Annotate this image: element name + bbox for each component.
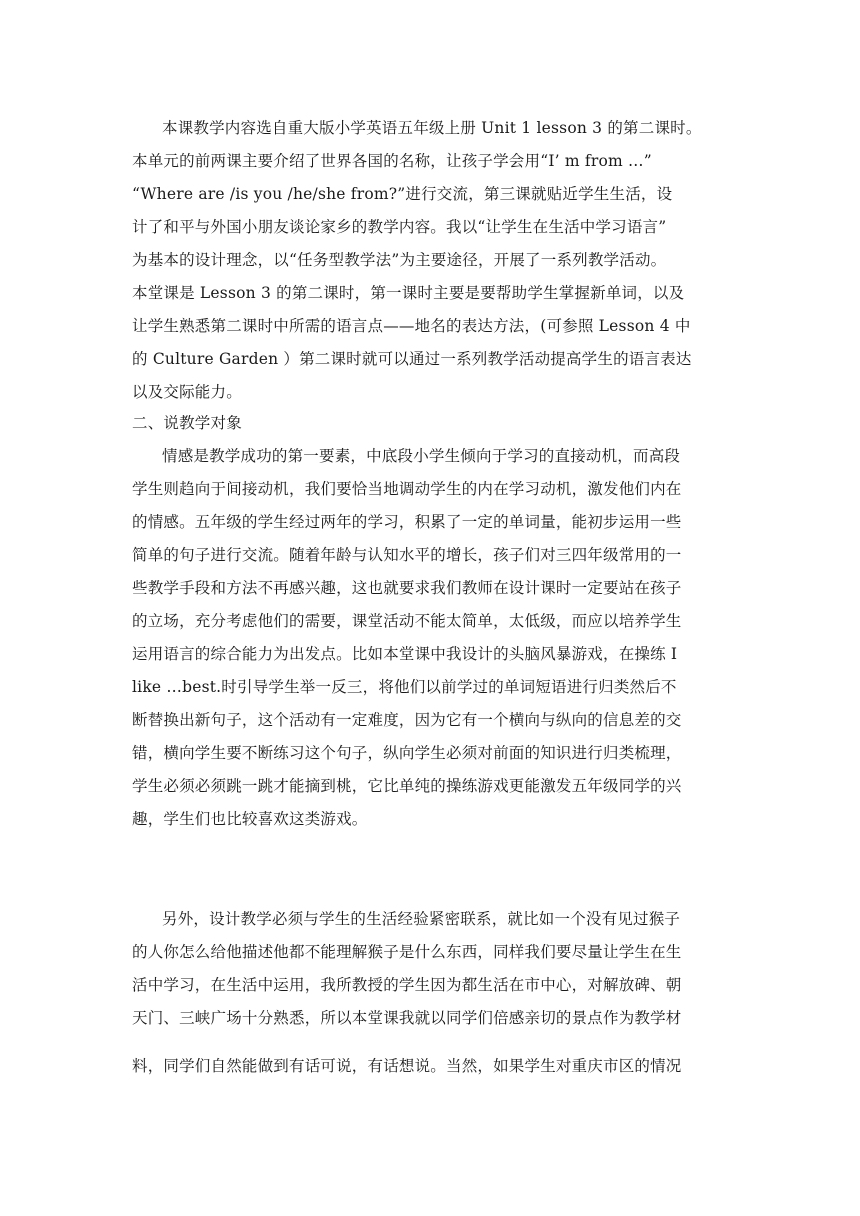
paragraph-1-line-1: 本课教学内容选自重大版小学英语五年级上册 Unit 1 lesson 3 的第二课时。 xyxy=(162,119,702,137)
paragraph-2-line-9: 断替换出新句子，这个活动有一定难度，因为它有一个横向与纵向的信息差的交 xyxy=(132,711,682,729)
section-heading: 二、说教学对象 xyxy=(132,414,242,432)
paragraph-2-line-11: 学生必须必须跳一跳才能摘到桃，它比单纯的操练游戏更能激发五年级同学的兴 xyxy=(132,777,682,795)
paragraph-2-line-8: like …best.时引导学生举一反三，将他们以前学过的单词短语进行归类然后不 xyxy=(132,678,677,696)
paragraph-2-line-2: 学生则趋向于间接动机，我们要恰当地调动学生的内在学习动机，激发他们内在 xyxy=(132,480,682,498)
paragraph-3-line-4: 天门、三峡广场十分熟悉，所以本堂课我就以同学们倍感亲切的景点作为教学材 xyxy=(132,1009,682,1027)
paragraph-3-line-2: 的人你怎么给他描述他都不能理解猴子是什么东西，同样我们要尽量让学生在生 xyxy=(132,943,682,961)
paragraph-2-line-5: 些教学手段和方法不再感兴趣，这也就要求我们教师在设计课时一定要站在孩子 xyxy=(132,579,682,597)
paragraph-2-line-4: 简单的句子进行交流。随着年龄与认知水平的增长，孩子们对三四年级常用的一 xyxy=(132,546,682,564)
paragraph-1-line-2: 本单元的前两课主要介绍了世界各国的名称，让孩子学会用“I’ m from …” xyxy=(132,152,652,170)
paragraph-2-line-6: 的立场，充分考虑他们的需要，课堂活动不能太简单，太低级，而应以培养学生 xyxy=(132,612,682,630)
paragraph-2-line-1: 情感是教学成功的第一要素，中底段小学生倾向于学习的直接动机，而高段 xyxy=(162,447,681,465)
paragraph-1-line-8: 的 Culture Garden ）第二课时就可以通过一系列教学活动提高学生的语言表达 xyxy=(132,350,692,368)
paragraph-1-line-5: 为基本的设计理念，以“任务型教学法”为主要途径，开展了一系列教学活动。 xyxy=(132,251,667,269)
paragraph-2-line-3: 的情感。五年级的学生经过两年的学习，积累了一定的单词量，能初步运用一些 xyxy=(132,513,682,531)
paragraph-2-line-7: 运用语言的综合能力为出发点。比如本堂课中我设计的头脑风暴游戏，在操练 I xyxy=(132,645,678,663)
paragraph-2-line-12: 趣，学生们也比较喜欢这类游戏。 xyxy=(132,810,368,828)
paragraph-1-line-6: 本堂课是 Lesson 3 的第二课时，第一课时主要是要帮助学生掌握新单词，以及 xyxy=(132,284,685,302)
paragraph-2-line-10: 错，横向学生要不断练习这个句子，纵向学生必须对前面的知识进行归类梳理， xyxy=(132,744,682,762)
paragraph-1-line-4: 计了和平与外国小朋友谈论家乡的教学内容。我以“让学生在生活中学习语言” xyxy=(132,218,667,236)
paragraph-1-line-7: 让学生熟悉第二课时中所需的语言点——地名的表达方法，(可参照 Lesson 4 中 xyxy=(132,317,691,335)
paragraph-1-line-9: 以及交际能力。 xyxy=(132,383,242,401)
paragraph-3-line-3: 活中学习，在生活中运用，我所教授的学生因为都生活在市中心，对解放碑、朝 xyxy=(132,976,682,994)
paragraph-3-line-5: 料，同学们自然能做到有话可说，有话想说。当然，如果学生对重庆市区的情况 xyxy=(132,1057,682,1075)
paragraph-1-line-3: “Where are /is you /he/she from?”进行交流，第三课就贴近学生生活，设 xyxy=(132,185,673,203)
paragraph-3-line-1: 另外，设计教学必须与学生的生活经验紧密联系，就比如一个没有见过猴子 xyxy=(162,910,681,928)
